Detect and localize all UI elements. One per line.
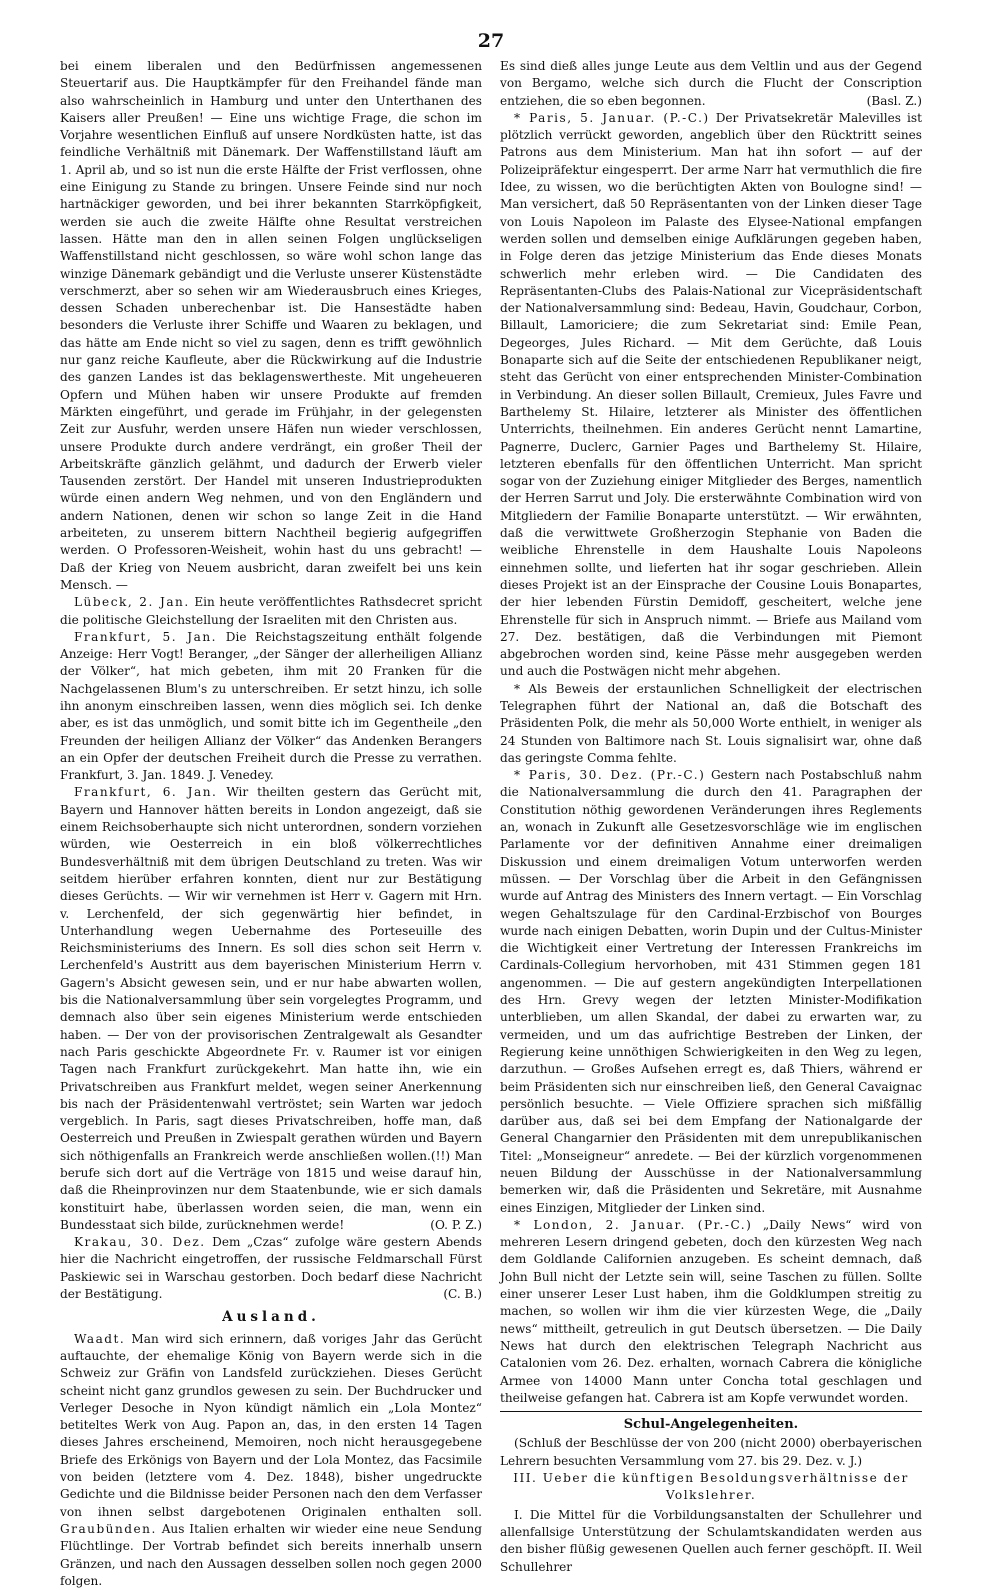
- dateline: Graubünden.: [60, 1521, 157, 1536]
- left-column: [60, 58, 482, 1590]
- article-text: Ein heute veröffentlichtes Rathsdecret spricht die politische Gleichstellung der Israeliten mit den Christen aus.: [60, 595, 482, 627]
- article-text: Aus Italien erhalten wir wieder eine neue Sendung Flüchtlinge. Der Vortrab befindet sich bereits innerhalb unsern Gränzen, und nach den Aussagen desselben sollen noch gegen 2000 folgen.: [60, 1521, 482, 1588]
- article-london: [500, 1217, 922, 1407]
- section-heading-schul: Schul-Angelegenheiten.: [623, 1417, 799, 1433]
- article-text: Gestern nach Postabschluß nahm die Nationalversammlung die durch den 41. Paragraphen der Constitution nöthig gewordenen Veränderungen ihres Reglements an, wonach in Zukunft alle Gesetzesvorschläge wie im englischen Parlamente vor der definitiven Annahme einer dreimaligen Diskussion und einem dreimaligen Votum unterworfen werden müssen. — Der Vorschlag über die Arbeit in den Gefängnissen wurde auf Antrag des Ministers des Innern vertagt. — Ein Vorschlag wegen Gehaltszulage für den Cardinal-Erzbischof von Bourges wurde nach einigen Debatten, worin Dupin und der Cultus-Minister die Wichtigkeit einer Vertretung der Interessen Frankreichs im Cardinals-Collegium hervorhoben, mit 431 Stimmen gegen 181 angenommen. — Die auf gestern angekündigten Interpellationen des Hrn. Grevy wegen der letzten Minister-Modifikation unterblieben, um allen Skandal, der dabei zu erwarten war, zu vermeiden, und um das aufrichtige Bestreben der Linken, der Regierung keine unnöthigen Schwierigkeiten in den Weg zu legen, darzuthun. — Großes Aufsehen erregt es, daß Thiers, während er beim Präsidenten sich nur einschreiben ließ, den General Cavaignac persönlich besuchte. — Viele Offiziere sprachen sich mißfällig darüber aus, daß sei bei dem Empfang der Nationalgarde der General Changarnier den Präsidenten mit dem unrepublikanischen Titel: „Monseigneur“ anredete. — Bei der kürzlich vorgenommenen neuen Bildung der Ausschüsse in der Nationalversammlung bemerken wir, daß die Präsidenten und Sekretäre, mit Ausnahme eines Einzigen, Mitglieder der Linken sind.: [500, 768, 922, 1215]
- source-credit: (Basl. Z.): [866, 93, 922, 108]
- article-text: Es sind dieß alles junge Leute aus dem Veltlin und aus der Gegend von Bergamo, welche sich durch die Flucht der Conscription entziehen, die so eben begonnen.: [500, 59, 922, 108]
- article-luebeck: [60, 594, 482, 629]
- article-paris-1: [500, 110, 922, 681]
- dateline: Krakau, 30. Dez.: [74, 1235, 206, 1250]
- dateline: Lübeck, 2. Jan.: [74, 595, 190, 610]
- article-telegraph: * Als Beweis der erstaunlichen Schnelligkeit der electrischen Telegraphen führt der National an, daß die Botschaft des Präsidenten Polk, die mehr als 50,000 Worte enthielt, in weniger als 24 Stunden von Baltimore nach St. Louis signalisirt war, ohne daß das geringste Comma fehlte.: [500, 681, 922, 765]
- dateline: * London, 2. Januar. (Pr.-C.): [514, 1217, 753, 1232]
- dateline: Frankfurt, 6. Jan.: [74, 785, 218, 800]
- article-text: Man wird sich erinnern, daß voriges Jahr das Gerücht auftauchte, der ehemalige König von Bayern werde sich in die Schweiz zur Gräfin von Landsfeld zurückziehen. Dieses Gerücht scheint nicht ganz grundlos gewesen zu sein. Der Buchdrucker und Verleger Desoche in Nyon kündigt nämlich ein „Lola Montez“ betiteltes Werk von Aug. Papon an, das, in den ersten 14 Tagen dieses Jahres erscheinend, Memoiren, noch nicht herausgegebene Briefe des Erkönigs von Bayern und der Lola Montez, das Facsimile von beiden (letztere vom 4. Dez. 1848), bisher ungedruckte Gedichte und die Bildnisse beider Personen nach den dem Verfasser von ihnen selbst dargebotenen Originalen enthalten soll.: [60, 1331, 482, 1519]
- dateline: Frankfurt, 5. Jan.: [74, 629, 217, 644]
- dateline: * Paris, 5. Januar. (P.-C.): [514, 110, 710, 125]
- page-number: 27: [477, 30, 505, 52]
- article-frankfurt-1: [60, 629, 482, 785]
- article-text: Wir theilten gestern das Gerücht mit, Bayern und Hannover hätten bereits in London angezeigt, daß sie einem Reichsoberhaupte sich nicht unterordnen, sondern vorziehen würden, wie Oesterreich in ein bloß völkerrechtliches Bundesverhältniß mit dem übrigen Deutschland zu treten. Was wir seitdem hierüber erfahren konnten, dient nur zur Bestätigung dieses Gerüchts. — Wir wir vernehmen ist Herr v. Gagern mit Hrn. v. Lerchenfeld, der sich gegenwärtig hier befindet, in Unterhandlung wegen Uebernahme des Porteseuille des Reichsministeriums des Innern. Es soll dies schon seit Herrn v. Lerchenfeld's Austritt aus dem bayerischen Ministerium Herrn v. Gagern's Absicht gewesen sein, und er nur habe abwarten wollen, bis die Nationalversammlung über sein vorgelegtes Programm, und demnach also über sein eigenes Ministerium werde entschieden haben. — Der von der provisorischen Zentralgewalt als Gesandter nach Paris geschickte Abgeordnete Fr. v. Raumer ist vor einigen Tagen nach Frankfurt zurückgekehrt. Man hatte ihn, wie ein Privatschreiben aus Frankfurt meldet, wegen seiner Anerkennung bis nach der Präsidentenwahl vertröstet; sein Warten war jedoch vergeblich. In Paris, sagt dieses Privatschreiben, hoffe man, daß Oesterreich und Preußen in Zwiespalt gerathen würden und Bayern sich nöthigenfalls an Frankreich werde anschließen wollen.(!!) Man berufe sich dort auf die Verträge von 1815 und weise darauf hin, daß die Rheinprovinzen nur dem Staatenbunde, wie er sich damals konstituirt habe, überlassen worden seien, die man, wenn ein Bundesstaat sich bilde, zurücknehmen werde!: [60, 785, 482, 1232]
- section-heading-ausland: Ausland.: [222, 1309, 320, 1326]
- right-column: [500, 58, 922, 1590]
- article-frankfurt-2: [60, 784, 482, 1234]
- schul-intro: (Schluß der Beschlüsse der von 200 (nicht 2000) oberbayerischen Lehrern besuchten Versammlung vom 27. bis 29. Dez. v. J.): [500, 1436, 922, 1468]
- article-text: „Daily News“ wird von mehreren Lesern dringend gebeten, doch den kürzesten Weg nach dem Goldlande Californien anzugeben. Es scheint demnach, daß John Bull nicht der Letzte sein will, seine Taschen zu füllen. Sollte einer unserer Leser Lust haben, ihm die Goldklumpen streitig zu machen, so wollen wir ihm die vier kürzesten Wege, die „Daily news“ mittheilt, getreulich in gut Deutsch übersetzen. — Die Daily News hat durch den elektrischen Telegraph Nachricht aus Catalonien vom 26. Dez. erhalten, wornach Cabrera die königliche Armee von 14000 Mann unter Concha total geschlagen und theilweise gefangen hat. Cabrera ist am Kopfe verwundet worden.: [500, 1217, 922, 1405]
- columns: [60, 58, 922, 1590]
- article-text: Die Reichstagszeitung enthält folgende Anzeige: Herr Vogt! Beranger, „der Sänger der allerheiligen Allianz der Völker“, hat mich gebeten, ihm mit 20 Franken für die Nachgelassenen Blum's zu unterschreiben. Er setzt hinzu, ich solle ihn anonym einschreiben lassen, wenn dies möglich sei. Ich denke aber, es ist das unmöglich, und somit bitte ich im Gegentheile „den Freunden der heiligen Allianz der Völker“ das Andenken Berangers an ein Opfer der deutschen Freiheit durch die Presse zu verrathen. Frankfurt, 3. Jan. 1849. J. Venedey.: [60, 629, 482, 783]
- article-continuation: [500, 58, 922, 110]
- schul-text: I. Die Mittel für die Vorbildungsanstalten der Schullehrer und allenfallsige Unterstützung der Schulamtskandidaten werden aus den bisher flüßig gewesenen Quellen auch ferner geschöpft. II. Weil Schullehrer: [500, 1507, 922, 1574]
- article-text: Dem „Czas“ zufolge wäre gestern Abends hier die Nachricht eingetroffen, der russische Feldmarschall Fürst Paskiewic sei in Warschau gestorben. Doch bedarf diese Nachricht der Bestätigung.: [60, 1235, 482, 1302]
- article-continuation: bei einem liberalen und den Bedürfnissen angemessenen Steuertarif aus. Die Hauptkämpfer für den Freihandel fände man also wahrscheinlich in Hamburg und unter den Unterthanen des Kaisers aller Preußen! — Eine uns wichtige Frage, die schon im Vorjahre wesentlichen Einfluß auf unsere Nordküsten hatte, ist das feindliche Verhältniß mit Dänemark. Der Waffenstillstand läuft am 1. April ab, und so ist nun die erste Hälfte der Frist verflossen, ohne eine Einigung zu Stande zu bringen. Unsere Feinde sind nur noch hartnäckiger geworden, und bei ihrer bekannten Starrköpfigkeit, werden sie auch die zweite Hälfte ohne Resultat verstreichen lassen. Hätte man den in allen seinen Folgen unglückseligen Waffenstillstand nicht geschlossen, so wäre wohl schon lange das winzige Dänemark gebändigt und die Verluste unserer Küstenstädte verschmerzt, aber so sehen wir am Wiederausbruch eines Krieges, dessen Schaden unberechenbar ist. Die Hansestädte haben besonders die Verluste ihrer Schiffe und Waaren zu beklagen, und das hätte am Ende nicht so viel zu sagen, denn es trifft gewöhnlich nur ganz reiche Kaufleute, aber die Rückwirkung auf die Industrie des ganzen Landes ist das beklagenswertheste. Mit ungeheueren Opfern und Mühen haben wir unsere Produkte auf fremden Märkten eingeführt, und gerade im Frühjahr, in der gelegensten Zeit zur Ausfuhr, werden unsere Häfen nun wieder verschlossen, unsere Produkte durch andere verdrängt, ein großer Theil der Arbeitskräfte gänzlich gelähmt, und dadurch der Erwerb vieler Tausenden zerstört. Der Handel mit unseren Industrieprodukten würde einen andern Weg nehmen, und von den Engländern und andern Nationen, denen wir schon so lange Zeit in die Hand arbeiteten, zu unserem bittern Nachtheil begierig aufgegriffen werden. O Professoren-Weisheit, wohin hast du uns gebracht! — Daß der Krieg von Neuem ausbricht, daran zweifelt bei uns kein Mensch. —: [60, 59, 482, 592]
- article-text: Der Privatsekretär Malevilles ist plötzlich verrückt geworden, angeblich über den Rücktritt seines Patrons aus dem Ministerium. Man hat ihn sofort — auf der Polizeipräfektur eingesperrt. Der arme Narr hat vermuthlich die fire Idee, zu wissen, wo die berüchtigten Akten von Boulogne sind! — Man versichert, daß 50 Repräsentanten von der Linken dieser Tage von Louis Napoleon im Palaste des Elysee-National empfangen werden sollen und demselben einige Aufklärungen gegeben haben, in Folge deren das jetzige Ministerium das Ende dieses Monats schwerlich mehr erleben wird. — Die Candidaten des Repräsentanten-Clubs des Palais-National zur Vicepräsidentschaft der Nationalversammlung sind: Bedeau, Havin, Goudchaur, Corbon, Billault, Lamoriciere; die zum Sekretariat sind: Emile Pean, Degeorges, Jules Richard. — Mit dem Gerüchte, daß Louis Bonaparte sich auf die Seite der entschiedenen Republikaner neigt, steht das Gerücht von einer entsprechenden Minister-Combination in Verbindung. An dieser sollen Billault, Cremieux, Jules Favre und Barthelemy St. Hilaire, letzterer als Minister des öffentlichen Unterrichts, theilnehmen. Ein anderes Gerücht nennt Lamartine, Pagnerre, Duclerc, Garnier Pages und Barthelemy St. Hilaire, letzteren ebenfalls für den öffentlichen Unterricht. Man spricht sogar von der Zuziehung einiger Mitglieder des Berges, namentlich der Herren Sarrut und Joly. Die ersterwähnte Combination wird von Mitgliedern der Familie Bonaparte unterstützt. — Wir erwähnten, daß die verwittwete Großherzogin Stephanie von Baden die weibliche Ehrenstelle in dem Haushalte Louis Napoleons einnehmen sollte, und lieferten hat ihr sogar geschrieben. Allein dieses Projekt ist an der Einsprache der Cousine Louis Bonapartes, der hier lebenden Fürstin Demidoff, gescheitert, welche jene Ehrenstelle für sich in Anspruch nimmt. — Briefe aus Mailand vom 27. Dez. bestätigen, daß die Verbindungen mit Piemont abgebrochen worden sind, keine Pässe mehr ausgegeben werden und auch die Postwägen nicht mehr abgehen.: [500, 110, 922, 679]
- source-credit: (C. B.): [443, 1287, 482, 1302]
- article-waadt: [60, 1331, 482, 1590]
- schul-subheading: III. Ueber die künftigen Besoldungsverhältnisse der Volkslehrer.: [513, 1471, 909, 1503]
- dateline: Waadt.: [74, 1331, 126, 1346]
- dateline: * Paris, 30. Dez. (Pr.-C.): [514, 768, 706, 783]
- article-paris-2: [500, 767, 922, 1217]
- section-divider: [500, 1411, 922, 1412]
- article-krakau: [60, 1234, 482, 1303]
- source-credit: (O. P. Z.): [430, 1217, 482, 1232]
